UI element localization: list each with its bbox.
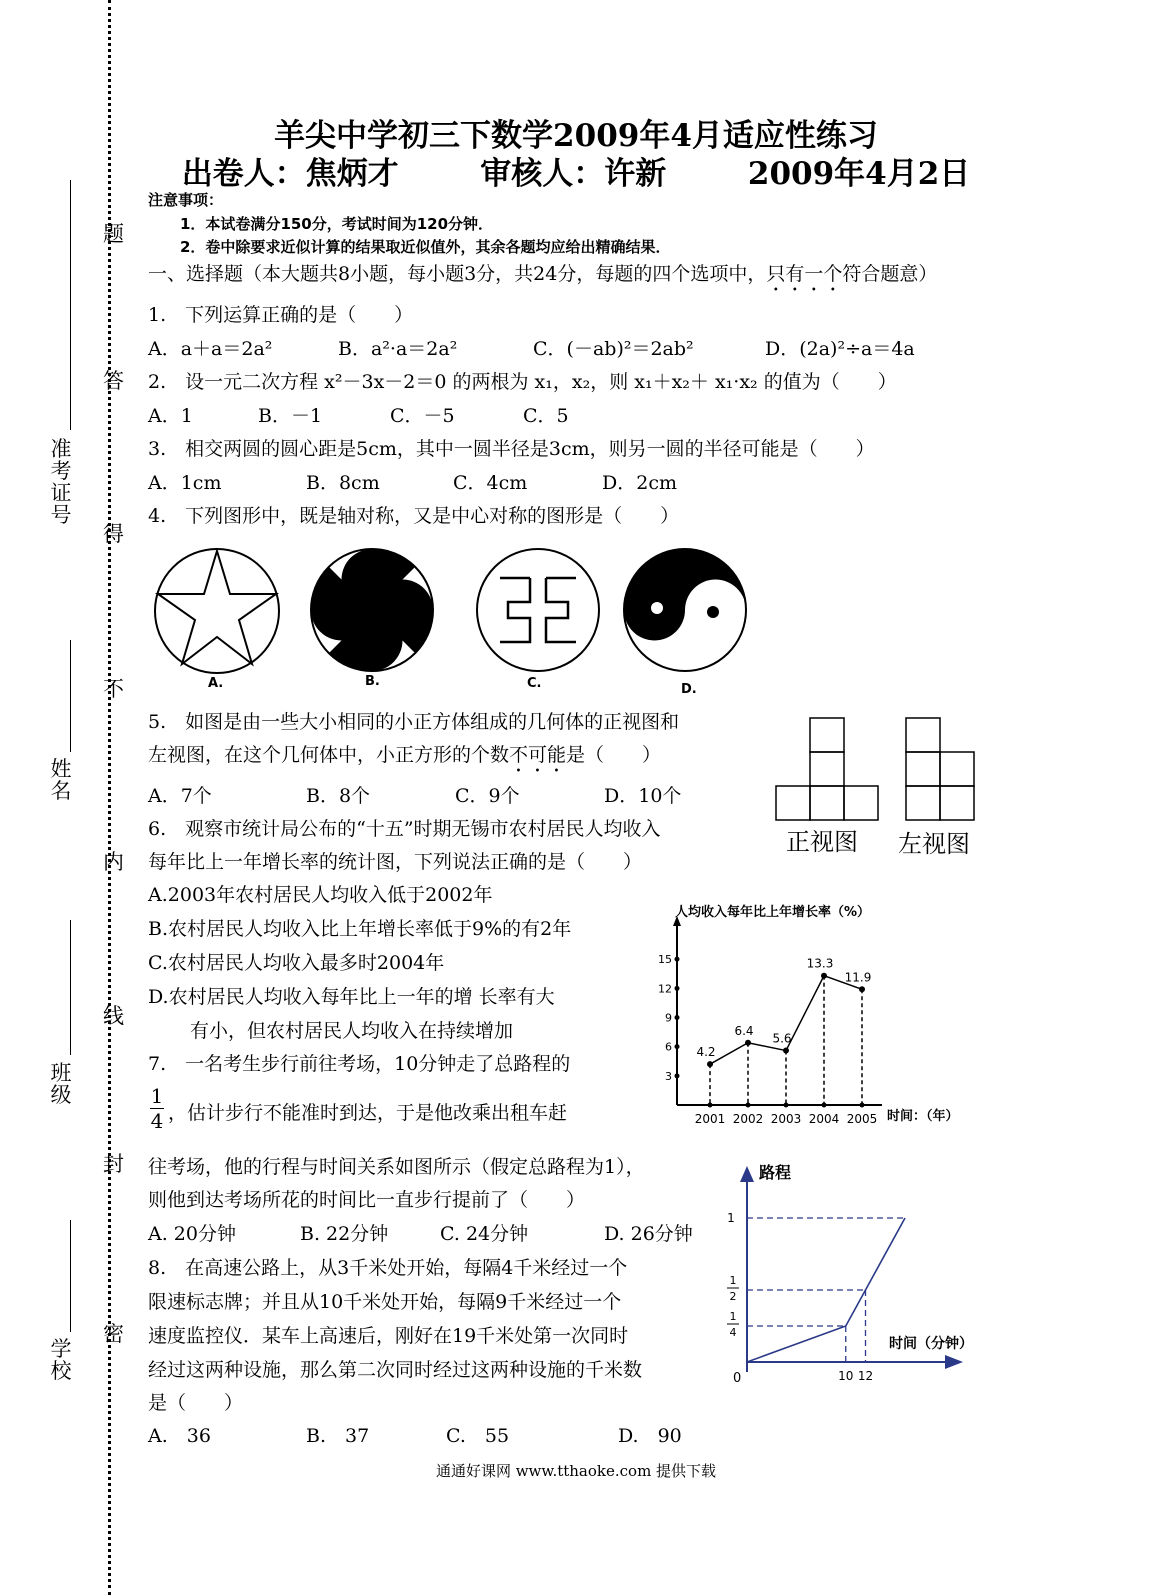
q6-option-c: C.农村居民人均收入最多时2004年 — [148, 952, 445, 974]
q3-option-d: D．2cm — [602, 472, 677, 494]
data-label: 6.4 — [734, 1023, 754, 1038]
fraction-denominator: 4 — [150, 1109, 164, 1133]
footer: 通通好课网 www.tthaoke.com 提供下载 — [435, 1462, 717, 1480]
seal-char: 答 — [103, 369, 124, 393]
q7-option-d: D. 26分钟 — [604, 1223, 693, 1245]
x-tick-label: 2002 — [732, 1112, 764, 1126]
q8-option-b: B. 37 — [306, 1425, 370, 1447]
q5-option-a: A．7个 — [148, 785, 212, 807]
q7-stem-line2: ，估计步行不能准时到达，于是他改乘出租车赶 — [168, 1102, 568, 1124]
q7-stem-line3: 往考场，他的行程与时间关系如图所示（假定总路程为1）， — [148, 1156, 645, 1178]
q5-option-c: C．9个 — [455, 785, 520, 807]
q3-option-c: C．4cm — [453, 472, 528, 494]
q7-fraction — [150, 1084, 164, 1133]
q3-option-b: B．8cm — [306, 472, 380, 494]
q5-stem-line1: 5. 如图是由一些大小相同的小正方体组成的几何体的正视图和 — [148, 711, 680, 733]
exam-date: 2009年4月2日 — [747, 156, 971, 192]
y-tick — [675, 1073, 680, 1078]
data-point — [783, 1048, 789, 1054]
seal-char: 封 — [103, 1152, 124, 1176]
q6-option-b: B.农村居民人均收入比上年增长率低于9%的有2年 — [148, 918, 572, 940]
y-tick — [675, 986, 680, 991]
school-blank — [70, 1220, 71, 1332]
q6-option-d: D.农村居民人均收入每年比上一年的增 长率有大 — [148, 986, 555, 1008]
q2-option-c: C．－5 — [390, 405, 455, 427]
q3-stem: 3. 相交两圆的圆心距是5cm，其中一圆半径是3cm，则另一圆的半径可能是（ ） — [148, 438, 875, 460]
y-tick-label: 12 — [658, 982, 672, 996]
chart-x-label: 时间（分钟） — [889, 1336, 973, 1352]
q1-stem: 1. 下列运算正确的是（ ） — [148, 304, 414, 326]
q7-stem-line1: 7. 一名考生步行前往考场，10分钟走了总路程的 — [148, 1053, 571, 1075]
q8-option-a: A. 36 — [148, 1425, 211, 1447]
data-label: 11.9 — [844, 970, 872, 985]
seal-char: 得 — [103, 522, 124, 546]
figure-b-pinwheel — [311, 549, 433, 671]
author: 出卷人：焦炳才 — [181, 156, 399, 192]
fraction-numerator: 1 — [150, 1084, 164, 1108]
y-tick-num: 1 — [729, 1274, 737, 1287]
data-point — [821, 973, 827, 979]
y-tick — [675, 957, 680, 962]
y-tick-label: 3 — [665, 1069, 672, 1083]
q8-line: 速度监控仪．某车上高速后，刚好在19千米处第一次同时 — [148, 1325, 629, 1347]
q8-line: 是（ ） — [148, 1392, 244, 1414]
name-blank — [70, 640, 71, 752]
y-tick — [675, 1044, 680, 1049]
section-heading — [148, 259, 937, 296]
distance-time-chart — [715, 1150, 995, 1390]
chart-title: 人均收入每年比上年增长率（%） — [675, 905, 871, 920]
data-point — [707, 1061, 713, 1067]
class-label: 班级 — [50, 1061, 72, 1107]
x-tick-label: 12 — [857, 1369, 874, 1383]
data-point — [859, 986, 865, 992]
q5-stem-line2 — [148, 740, 661, 777]
q6-stem-line1: 6. 观察市统计局公布的“十五”时期无锡市农村居民人均收入 — [148, 818, 661, 840]
class-blank — [70, 920, 71, 1055]
q2-option-a: A．1 — [148, 405, 193, 427]
q6-option-d-cont: 有小，但农村居民人均收入在持续增加 — [190, 1020, 514, 1042]
data-point — [745, 1040, 751, 1046]
q6-option-a: A.2003年农村居民人均收入低于2002年 — [148, 884, 493, 906]
q4-figures — [150, 540, 760, 690]
q7-option-a: A. 20分钟 — [148, 1223, 236, 1245]
reviewer: 审核人：许新 — [480, 156, 667, 192]
seal-char: 密 — [103, 1322, 124, 1346]
q7-option-c: C. 24分钟 — [440, 1223, 529, 1245]
x-tick-label: 2005 — [846, 1112, 878, 1126]
y-tick-label: 6 — [665, 1040, 672, 1054]
y-tick-num: 1 — [729, 1310, 737, 1323]
q1-option-d: D．(2a)²÷a＝4a — [765, 338, 915, 360]
q7-stem-line4: 则他到达考场所花的时间比一直步行提前了（ ） — [148, 1189, 586, 1211]
q8-line: 8. 在高速公路上，从3千米处开始，每隔4千米经过一个 — [148, 1257, 628, 1279]
page-title: 羊尖中学初三下数学2009年4月适应性练习 — [274, 118, 878, 154]
q2-option-b: B．－1 — [258, 405, 323, 427]
q2-option-d: C．5 — [523, 405, 569, 427]
data-label: 5.6 — [772, 1031, 792, 1046]
figure-a-star — [155, 549, 279, 673]
name-label: 姓名 — [50, 757, 72, 803]
y-tick-den: 4 — [729, 1326, 737, 1339]
side-view-label: 左视图 — [898, 830, 970, 858]
q1-option-c: C．(－ab)²＝2ab² — [533, 338, 694, 360]
exam-id-blank — [70, 180, 71, 430]
figure-d-label: D. — [681, 682, 697, 697]
q8-line: 经过这两种设施，那么第二次同时经过这两种设施的千米数 — [148, 1359, 643, 1381]
figure-c-label: C. — [527, 676, 542, 691]
q1-option-a: A．a＋a＝2a² — [148, 338, 273, 360]
x-tick-label: 10 — [838, 1369, 854, 1383]
q7-option-b: B. 22分钟 — [300, 1223, 389, 1245]
y-tick — [675, 1015, 680, 1020]
chart-origin: 0 — [733, 1371, 742, 1386]
chart-x-label: 时间：（年） — [887, 1109, 959, 1124]
section-heading-em: 只有一个 — [766, 263, 843, 285]
seal-char: 线 — [103, 1004, 124, 1028]
q8-line: 限速标志牌；并且从10千米处开始，每隔9千米经过一个 — [148, 1291, 622, 1313]
section-heading-post: 符合题意） — [842, 263, 938, 285]
note-item: 2．卷中除要求近似计算的结果取近似值外，其余各题均应给出精确结果． — [180, 238, 671, 256]
y-axis-arrow — [740, 1166, 754, 1182]
q5-stem-pre: 左视图，在这个几何体中，小正方形的个数 — [148, 744, 510, 766]
q1-option-b: B．a²·a＝2a² — [338, 338, 458, 360]
chart-y-label: 路程 — [759, 1163, 792, 1182]
front-view-label: 正视图 — [786, 828, 858, 856]
y-tick-label: 1 — [727, 1211, 735, 1225]
figure-a-label: A. — [208, 676, 224, 691]
school-label: 学校 — [50, 1337, 72, 1383]
x-tick-label: 2004 — [808, 1112, 840, 1126]
notes-heading: 注意事项： — [148, 191, 224, 209]
x-axis-arrow — [945, 1355, 963, 1369]
q5-option-d: D．10个 — [604, 785, 682, 807]
q8-option-c: C. 55 — [446, 1425, 510, 1447]
section-heading-pre: 一、选择题（本大题共8小题，每小题3分，共24分，每题的四个选项中， — [148, 263, 767, 285]
note-item: 1．本试卷满分150分，考试时间为120分钟． — [180, 215, 494, 233]
y-tick-label: 9 — [665, 1011, 672, 1025]
seal-char: 题 — [103, 222, 124, 246]
q6-stem-line2: 每年比上一年增长率的统计图，下列说法正确的是（ ） — [148, 851, 643, 873]
x-tick-label: 2001 — [694, 1112, 726, 1126]
q3-option-a: A．1cm — [148, 472, 222, 494]
data-label: 13.3 — [806, 956, 834, 971]
x-tick-label: 2003 — [770, 1112, 802, 1126]
figure-d-yinyang — [624, 549, 746, 671]
exam-id-label: 准考证号 — [50, 437, 72, 527]
data-label: 4.2 — [696, 1045, 716, 1060]
side-view — [906, 718, 974, 820]
y-tick-den: 2 — [729, 1290, 737, 1303]
q5-option-b: B．8个 — [306, 785, 371, 807]
exam-meta — [0, 148, 1152, 193]
q5-views — [770, 712, 990, 824]
q2-stem: 2. 设一元二次方程 x²－3x－2＝0 的两根为 x₁，x₂，则 x₁＋x₂＋ x₁·x₂ 的值为（ ） — [148, 371, 897, 393]
seal-char: 内 — [103, 850, 124, 874]
growth-rate-chart — [655, 890, 995, 1135]
q8-option-d: D. 90 — [618, 1425, 682, 1447]
q4-stem: 4. 下列图形中，既是轴对称，又是中心对称的图形是（ ） — [148, 505, 680, 527]
figure-c-symbol — [477, 549, 599, 671]
seal-char: 不 — [103, 677, 124, 701]
front-view — [776, 718, 878, 820]
y-tick-label: 15 — [658, 953, 672, 967]
figure-b-label: B. — [365, 674, 380, 689]
q5-stem-post: 是（ ） — [566, 744, 662, 766]
q5-stem-em: 不可能 — [509, 744, 567, 766]
